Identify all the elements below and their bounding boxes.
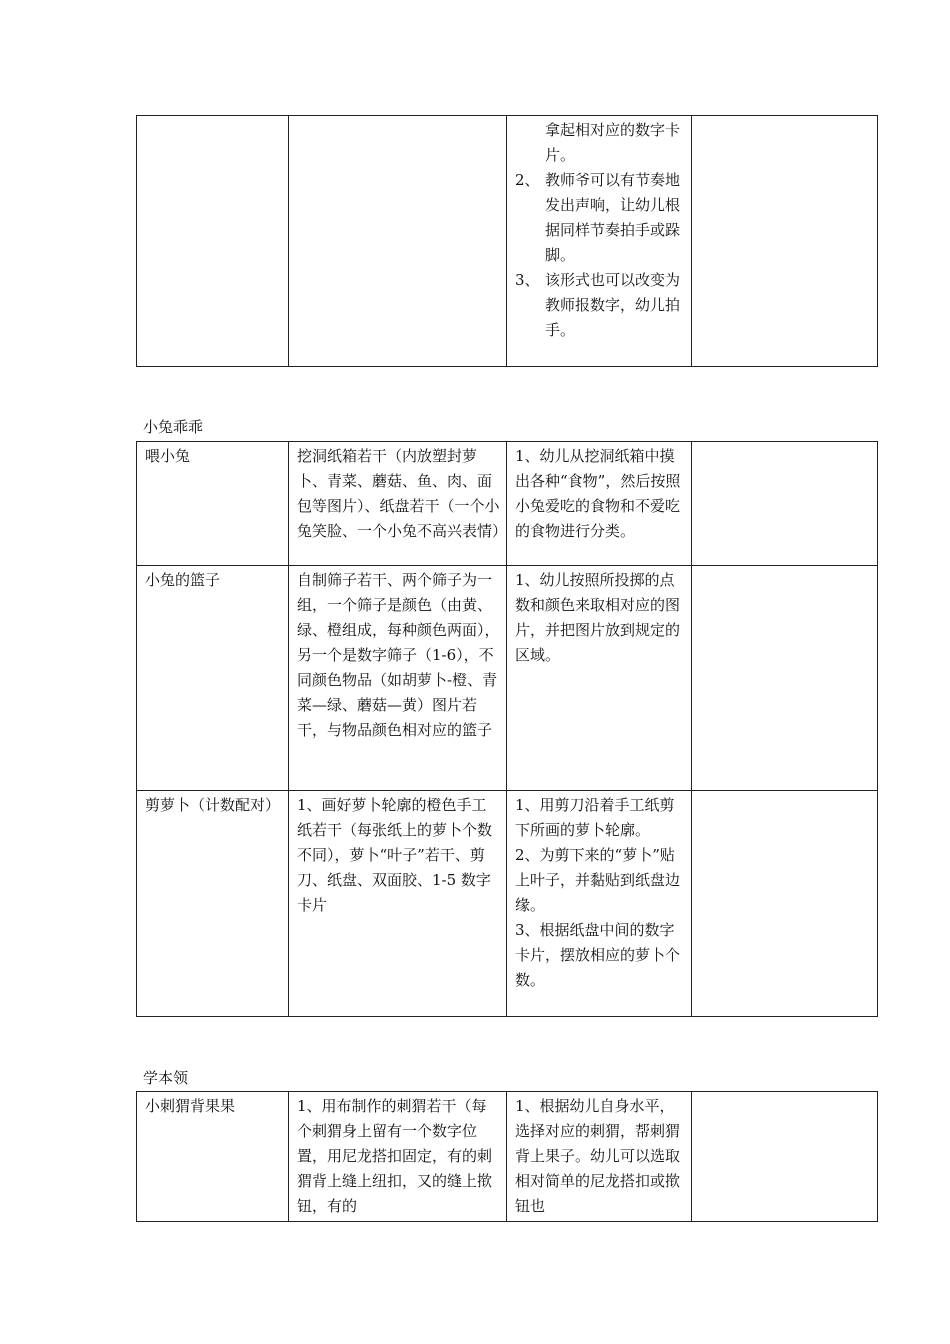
table-row <box>137 116 878 367</box>
activity-materials: 挖洞纸箱若干（内放塑封萝卜、青菜、蘑菇、鱼、肉、面包等图片）、纸盘若干（一个小兔笑脸、一个小兔不高兴表情） <box>289 442 507 566</box>
table-row <box>137 1092 878 1222</box>
list-item <box>515 168 685 268</box>
activity-play <box>507 1092 692 1222</box>
list-item-text: 教师爷可以有节奏地发出声响，让幼儿根据同样节奏拍手或跺脚。 <box>545 171 681 264</box>
activity-materials: 1、画好萝卜轮廓的橙色手工纸若干（每张纸上的萝卜个数不同），萝卜“叶子”若干、剪刀、纸盘、双面胶、1-5 数字卡片 <box>289 791 507 1017</box>
activity-name: 小兔的篮子 <box>137 566 289 791</box>
activity-play <box>507 566 692 791</box>
activity-play <box>507 791 692 1017</box>
activity-materials: 自制筛子若干、两个筛子为一组，一个筛子是颜色（由黄、绿、橙组成，每种颜色两面），另一个是数字筛子（1-6），不同颜色物品（如胡萝卜-橙、青菜—绿、蘑菇—黄）图片若干，与物品颜色相对应的篮子 <box>289 566 507 791</box>
table-cell <box>289 116 507 367</box>
table-row <box>137 566 878 791</box>
table-continuation <box>136 115 878 367</box>
table-cell <box>137 116 289 367</box>
list-item-continuation: 拿起相对应的数字卡片。 <box>545 121 681 164</box>
section-title: 小兔乖乖 <box>143 418 204 436</box>
list-item-text: 该形式也可以改变为教师报数字，幼儿拍手。 <box>545 271 681 339</box>
activity-table <box>136 441 878 1017</box>
table-cell <box>692 791 878 1017</box>
activity-name: 小刺猬背果果 <box>137 1092 289 1222</box>
activity-name: 剪萝卜（计数配对） <box>137 791 289 1017</box>
list-item-number: 2、 <box>515 171 540 189</box>
play-step: 1、幼儿按照所投掷的点数和颜色来取相对应的图片，并把图片放到规定的区域。 <box>515 571 681 664</box>
activity-name: 喂小兔 <box>137 442 289 566</box>
play-step: 2、为剪下来的“萝卜”贴上叶子，并黏贴到纸盘边缘。 <box>515 846 681 914</box>
table-row <box>137 791 878 1017</box>
table-cell <box>692 566 878 791</box>
activity-materials: 1、用布制作的刺猬若干（每个刺猬身上留有一个数字位置，用尼龙搭扣固定，有的刺猬背上缝上纽扣，又的缝上揿钮，有的 <box>289 1092 507 1222</box>
table-row <box>137 442 878 566</box>
table-cell <box>692 442 878 566</box>
table-cell <box>692 1092 878 1222</box>
activity-play <box>507 442 692 566</box>
play-step: 1、幼儿从挖洞纸箱中摸出各种“食物”，然后按照小兔爱吃的食物和不爱吃的食物进行分类。 <box>515 447 681 540</box>
section-title: 学本领 <box>143 1069 189 1087</box>
play-step: 3、根据纸盘中间的数字卡片，摆放相应的萝卜个数。 <box>515 921 681 989</box>
activity-table <box>136 1091 878 1222</box>
list-item <box>515 268 685 343</box>
play-step: 1、根据幼儿自身水平，选择对应的刺猬，帮刺猬背上果子。幼儿可以选取相对简单的尼龙搭扣或揿钮也 <box>515 1097 681 1215</box>
table-cell <box>692 116 878 367</box>
table-cell-play <box>507 116 692 367</box>
list-item-number: 3、 <box>515 271 540 289</box>
play-step: 1、用剪刀沿着手工纸剪下所画的萝卜轮廓。 <box>515 796 675 839</box>
